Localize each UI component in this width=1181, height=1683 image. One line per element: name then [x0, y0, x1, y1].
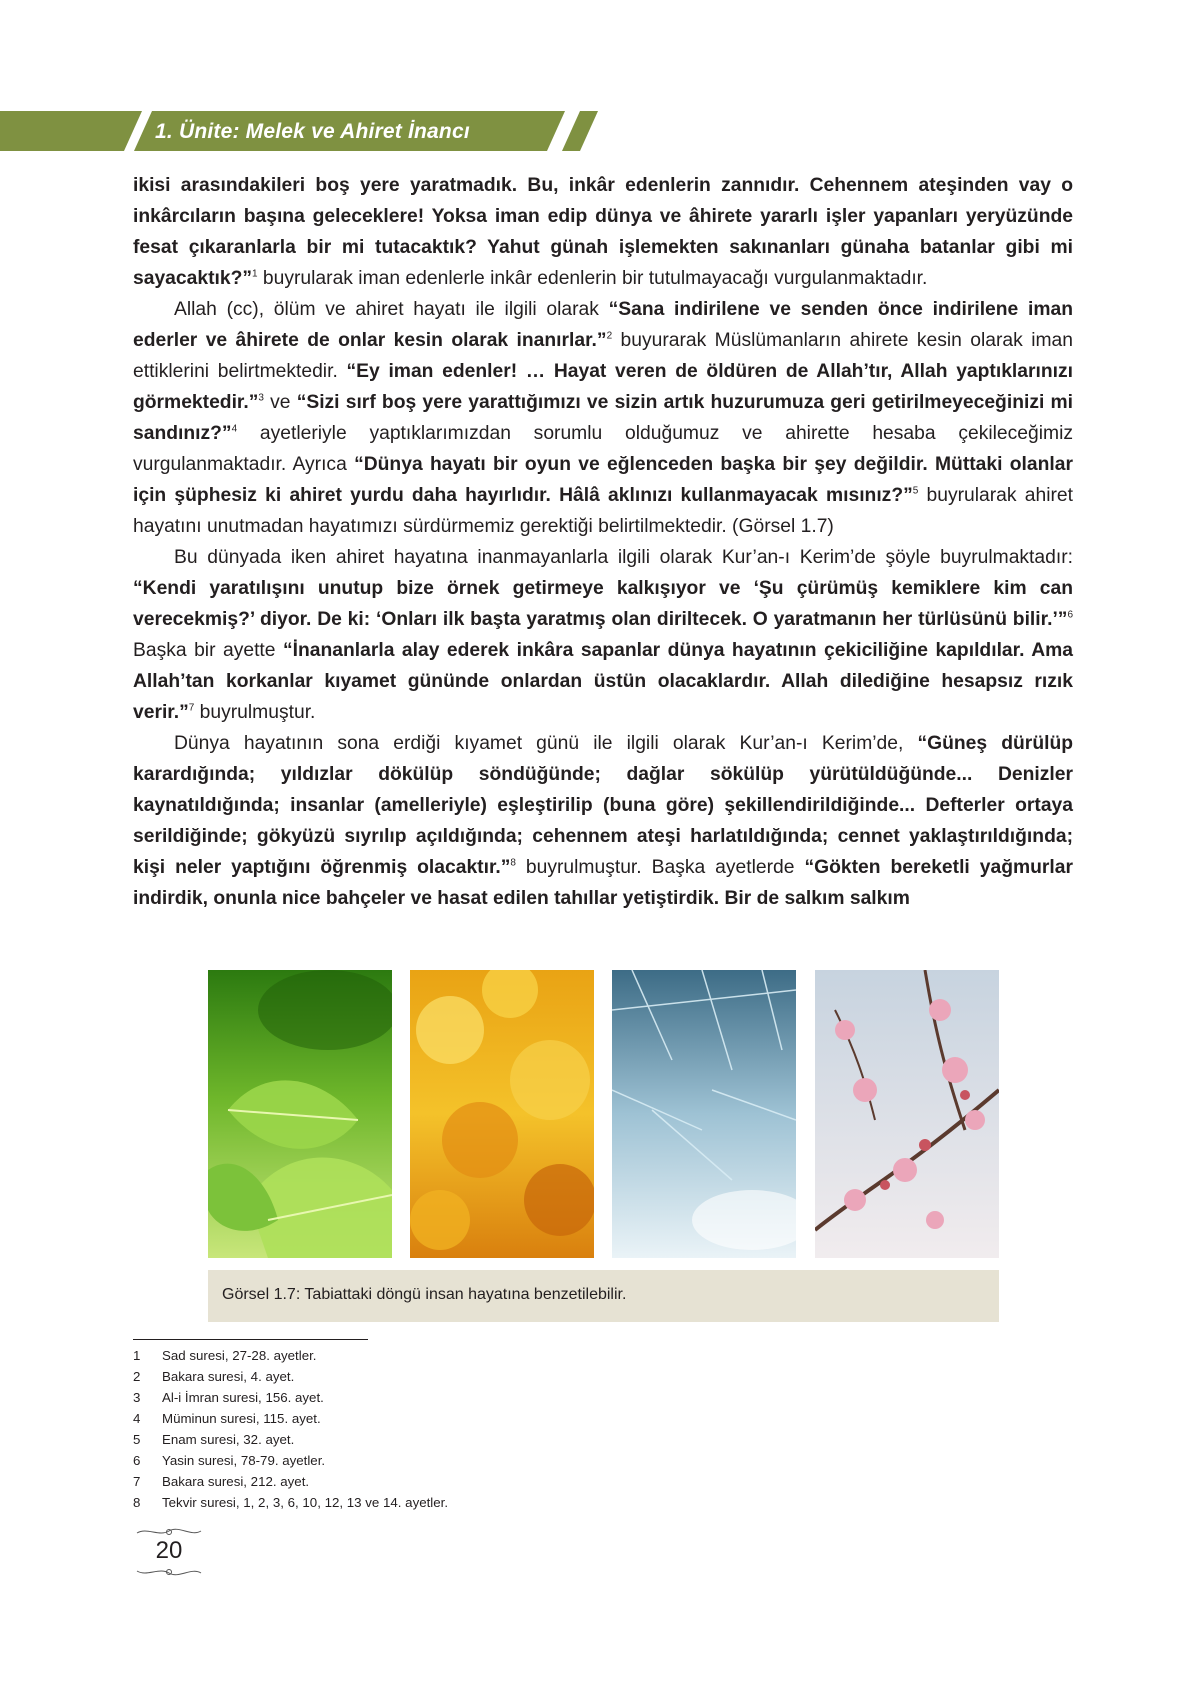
- figure-caption: Görsel 1.7: Tabiattaki döngü insan hayatına benzetilebilir.: [222, 1286, 627, 1303]
- footnote-ref: 4: [231, 423, 238, 435]
- footnote-number: 7: [133, 1474, 141, 1489]
- verse-quote: ikisi arasındakileri boş yere yaratmadık. Bu, inkâr edenlerin zannıdır. Cehennem ateşinden vay o inkârcıların başına geleceklere! Yoksa iman edip dünya ve âhirete yararlı işler yapanları yeryüzünde fesat çıkaranlarla bir mi tutacaktık? Yahut günah işlemekten sakınanları günaha batanlar gibi mi sayacaktık?”: [133, 175, 1073, 289]
- footnote-text: Bakara suresi, 212. ayet.: [162, 1474, 310, 1489]
- footnote-ref: 5: [912, 485, 919, 497]
- footnote-text: Bakara suresi, 4. ayet.: [162, 1369, 295, 1384]
- text-run: buyrularak ahiret hayatını unutmadan hayatımızı sürdürmemiz gerektiği belirtilmektedir. (Görsel 1.7): [133, 485, 1073, 537]
- verse-quote: “Kendi yaratılışını unutup bize örnek getirmeye kalkışıyor ve ‘Şu çürümüş kemiklere kim can verecekmiş?’ diyor. De ki: ‘Onları ilk başta yaratmış olan diriltecek. O yaratmanın her türlüsünü bilir.’”: [133, 578, 1073, 630]
- winter-branch-image: [612, 970, 796, 1258]
- blossom-branch-image: [815, 970, 999, 1258]
- page-number: 20: [155, 1537, 183, 1564]
- unit-title: 1. Ünite: Melek ve Ahiret İnancı: [155, 120, 470, 143]
- text-run: ve: [263, 392, 297, 413]
- footnote-item: [133, 1408, 448, 1429]
- footnote-text: Müminun suresi, 115. ayet.: [162, 1411, 321, 1426]
- footnote-item: [133, 1429, 448, 1450]
- footnote-ref: 2: [606, 330, 613, 342]
- footnote-text: Sad suresi, 27-28. ayetler.: [162, 1348, 317, 1363]
- footnote-item: [133, 1471, 448, 1492]
- verse-quote: “Güneş dürülüp karardığında; yıldızlar dökülüp söndüğünde; dağlar sökülüp yürütüldüğünde... Denizler kaynatıldığında; insanlar (amelleriyle) eşleştirilip (buna göre) şekillendirildiğinde... Defterler ortaya serildiğinde; gökyüzü sıyrılıp açıldığında; cehennem ateşi harlatıldığında; cennet yaklaştırıldığında; kişi neler yaptığını öğrenmiş olacaktır.”: [133, 733, 1074, 878]
- footnote-text: Tekvir suresi, 1, 2, 3, 6, 10, 12, 13 ve 14. ayetler.: [162, 1495, 449, 1510]
- footnote-item: [133, 1366, 448, 1387]
- text-run: Dünya hayatının sona erdiği kıyamet günü ile ilgili olarak Kur’an-ı Kerim’de,: [174, 733, 918, 754]
- footnote-divider: [133, 1339, 368, 1340]
- verse-quote: “Sana indirilene ve senden önce indirilene iman ederler ve âhirete de onlar kesin olarak inanırlar.”: [133, 299, 1073, 351]
- footnote-ref: 3: [258, 392, 264, 404]
- footnote-item: [133, 1345, 448, 1366]
- footnote-ref: 8: [510, 857, 516, 869]
- footnote-number: 5: [133, 1432, 141, 1447]
- footnote-ref: 1: [251, 268, 258, 280]
- paragraph: [133, 728, 1073, 914]
- text-run: Başka bir ayette: [133, 640, 283, 661]
- footnote-ref: 7: [188, 702, 195, 714]
- text-run: Bu dünyada iken ahiret hayatına inanmayanlarla ilgili olarak Kur’an-ı Kerim’de şöyle buyrulmaktadır:: [174, 547, 1073, 568]
- spring-leaves-image: [208, 970, 392, 1258]
- footnote-number: 8: [133, 1495, 141, 1510]
- body-text: [133, 170, 1073, 914]
- text-run: buyrularak iman edenlerle inkâr edenlerin bir tutulmayacağı vurgulanmaktadır.: [257, 268, 928, 289]
- footnote-number: 4: [133, 1411, 141, 1426]
- text-run: buyrulmuştur.: [194, 702, 316, 723]
- text-run: Allah (cc), ölüm ve ahiret hayatı ile ilgili olarak: [174, 299, 609, 320]
- footnote-item: [133, 1492, 448, 1513]
- verse-quote: “Sizi sırf boş yere yarattığımızı ve sizin artık huzurumuza geri getirilmeyeceğinizi mi sandınız?”: [133, 392, 1074, 444]
- verse-quote: “Dünya hayatı bir oyun ve eğlenceden başka bir şey değildir. Müttaki olanlar için şüphesiz ki ahiret yurdu daha hayırlıdır. Hâlâ aklınızı kullanmayacak mısınız?”: [133, 454, 1073, 506]
- verse-quote: “Gökten bereketli yağmurlar indirdik, onunla nice bahçeler ve hasat edilen tahıllar yetiştirdik. Bir de salkım salkım: [133, 857, 1073, 909]
- text-run: ayetleriyle yaptıklarımızdan sorumlu olduğumuz ve ahirette hesaba çekileceğimiz vurgulanmaktadır. Ayrıca: [133, 423, 1073, 475]
- paragraph: [133, 542, 1073, 728]
- footnote-number: 6: [133, 1453, 141, 1468]
- page-number-block: [133, 1527, 205, 1577]
- text-run: buyrulmuştur. Başka ayetlerde: [515, 857, 805, 878]
- footnote-text: Enam suresi, 32. ayet.: [162, 1432, 295, 1447]
- text-run: buyurarak Müslümanların ahirete kesin olarak iman ettiklerini belirtmektedir.: [133, 330, 1073, 382]
- verse-quote: “Ey iman edenler! … Hayat veren de öldüren de Allah’tır, Allah yaptıklarınızı görmektedir.”: [133, 361, 1074, 413]
- footnote-text: Yasin suresi, 78-79. ayetler.: [162, 1453, 326, 1468]
- figure-caption-box: [208, 1270, 999, 1322]
- footnote-number: 2: [133, 1369, 141, 1384]
- footnote-text: Al-i İmran suresi, 156. ayet.: [162, 1390, 324, 1405]
- footnote-number: 1: [133, 1348, 141, 1363]
- footnote-number: 3: [133, 1390, 141, 1405]
- footnote-item: [133, 1450, 448, 1471]
- verse-quote: “İnananlarla alay ederek inkâra sapanlar dünya hayatının çekiciliğine kapıldılar. Ama Allah’tan korkanlar kıyamet gününde onlardan üstün olacaklardır. Allah dilediğine hesapsız rızık verir.”: [133, 640, 1073, 723]
- paragraph: [133, 170, 1073, 294]
- footnotes-list: [133, 1345, 448, 1513]
- footnote-item: [133, 1387, 448, 1408]
- paragraph: [133, 294, 1073, 542]
- footnote-ref: 6: [1067, 609, 1073, 621]
- autumn-leaves-image: [410, 970, 594, 1258]
